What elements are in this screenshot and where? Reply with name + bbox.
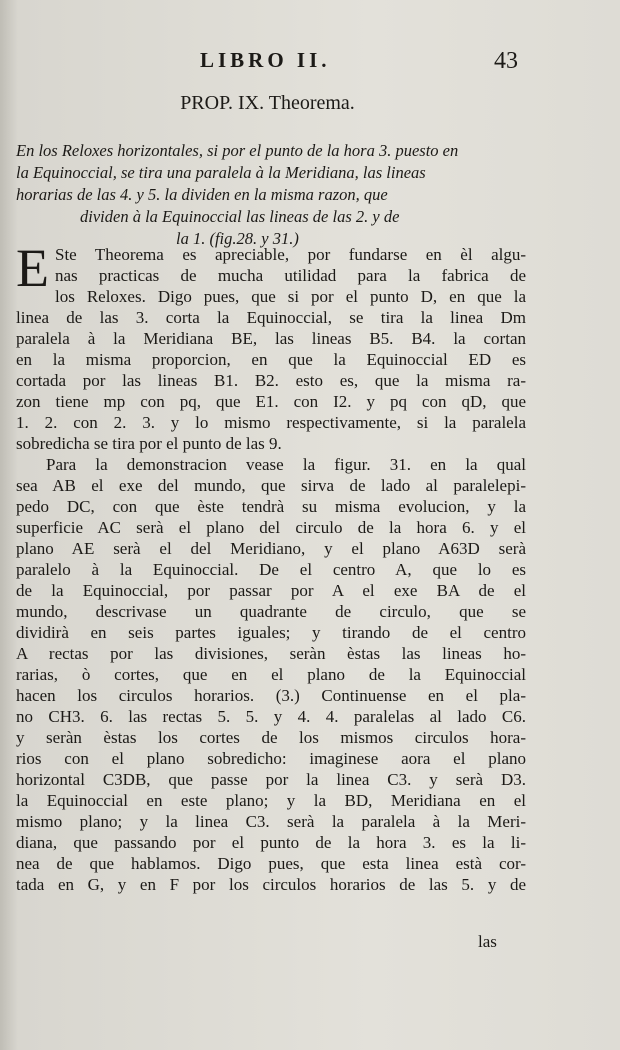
- page-number: 43: [494, 48, 518, 74]
- text-line: mismo plano; y la linea C3. serà la paralela à la Meri-: [16, 812, 526, 831]
- text-line: pedo DC, con que èste tendrà su misma evolucion, y la: [16, 497, 526, 516]
- drop-cap: E: [16, 238, 49, 298]
- theorem-enunciation: [16, 140, 526, 250]
- text-line: diana, que passando por el punto de la hora 3. es la li-: [16, 833, 526, 852]
- text-line: tada en G, y en F por los circulos horarios de las 5. y de: [16, 875, 526, 894]
- text-line: sobredicha se tira por el punto de las 9.: [16, 434, 282, 453]
- text-line: horizontal C3DB, que passe por la linea C3. y serà D3.: [16, 770, 526, 789]
- text-line: cortada por las lineas B1. B2. esto es, que la misma ra-: [16, 371, 526, 390]
- text-line: superficie AC serà el plano del circulo de la hora 6. y el: [16, 518, 526, 537]
- text-line: Ste Theorema es apreciable, por fundarse en èl algu-: [55, 245, 526, 264]
- text-line: y seràn èstas los cortes de los mismos circulos hora-: [16, 728, 526, 747]
- text-line: plano AE serà el del Meridiano, y el plano A63D serà: [16, 539, 526, 558]
- text-line: la Equinoccial en este plano; y la BD, Meridiana en el: [16, 791, 526, 810]
- text-line: paralela à la Meridiana BE, las lineas B5. B4. la cortan: [16, 329, 526, 348]
- catchword: las: [478, 932, 497, 951]
- text-line: los Reloxes. Digo pues, que si por el punto D, en que la: [55, 287, 526, 306]
- text-line: mundo, descrivase un quadrante de circulo, que se: [16, 602, 526, 621]
- enunciation-line: En los Reloxes horizontales, si por el punto de la hora 3. puesto en: [16, 141, 459, 160]
- proposition-title: PROP. IX. Theorema.: [180, 92, 355, 114]
- text-line: nea de que hablamos. Digo pues, que esta linea està cor-: [16, 854, 526, 873]
- enunciation-line: la Equinoccial, se tira una paralela à la Meridiana, las lineas: [16, 163, 426, 182]
- text-line: linea de las 3. corta la Equinoccial, se tira la linea Dm: [16, 308, 526, 327]
- enunciation-line: dividen à la Equinoccial las lineas de las 2. y de: [80, 207, 400, 226]
- text-line: sea AB el exe del mundo, que sirva de lado al paralelepi-: [16, 476, 526, 495]
- running-title: LIBRO II.: [200, 48, 331, 72]
- text-line: Para la demonstracion vease la figur. 31. en la qual: [46, 455, 526, 474]
- text-line: zon tiene mp con pq, que E1. con I2. y pq con qD, que: [16, 392, 526, 411]
- text-line: rarias, ò cortes, que en el plano de la Equinoccial: [16, 665, 526, 684]
- text-line: rios con el plano sobredicho: imaginese aora el plano: [16, 749, 526, 768]
- text-line: dividirà en seis partes iguales; y tirando de el centro: [16, 623, 526, 642]
- text-line: de la Equinoccial, por passar por A el exe BA de el: [16, 581, 526, 600]
- text-line: hacen los circulos horarios. (3.) Continuense en el pla-: [16, 686, 526, 705]
- text-line: nas practicas de mucha utilidad para la fabrica de: [55, 266, 526, 285]
- text-line: paralelo à la Equinoccial. De el centro A, que lo es: [16, 560, 526, 579]
- text-line: no CH3. 6. las rectas 5. 5. y 4. 4. paralelas al lado C6.: [16, 707, 526, 726]
- text-line: A rectas por las divisiones, seràn èstas las lineas ho-: [16, 644, 526, 663]
- enunciation-line: horarias de las 4. y 5. la dividen en la misma razon, que: [16, 185, 388, 204]
- text-line: en la misma proporcion, en que la Equinoccial ED es: [16, 350, 526, 369]
- enunciation-line: la 1. (fig.28. y 31.): [176, 229, 299, 248]
- text-line: 1. 2. con 2. 3. y lo mismo respectivamente, si la paralela: [16, 413, 526, 432]
- page-header: [0, 48, 620, 78]
